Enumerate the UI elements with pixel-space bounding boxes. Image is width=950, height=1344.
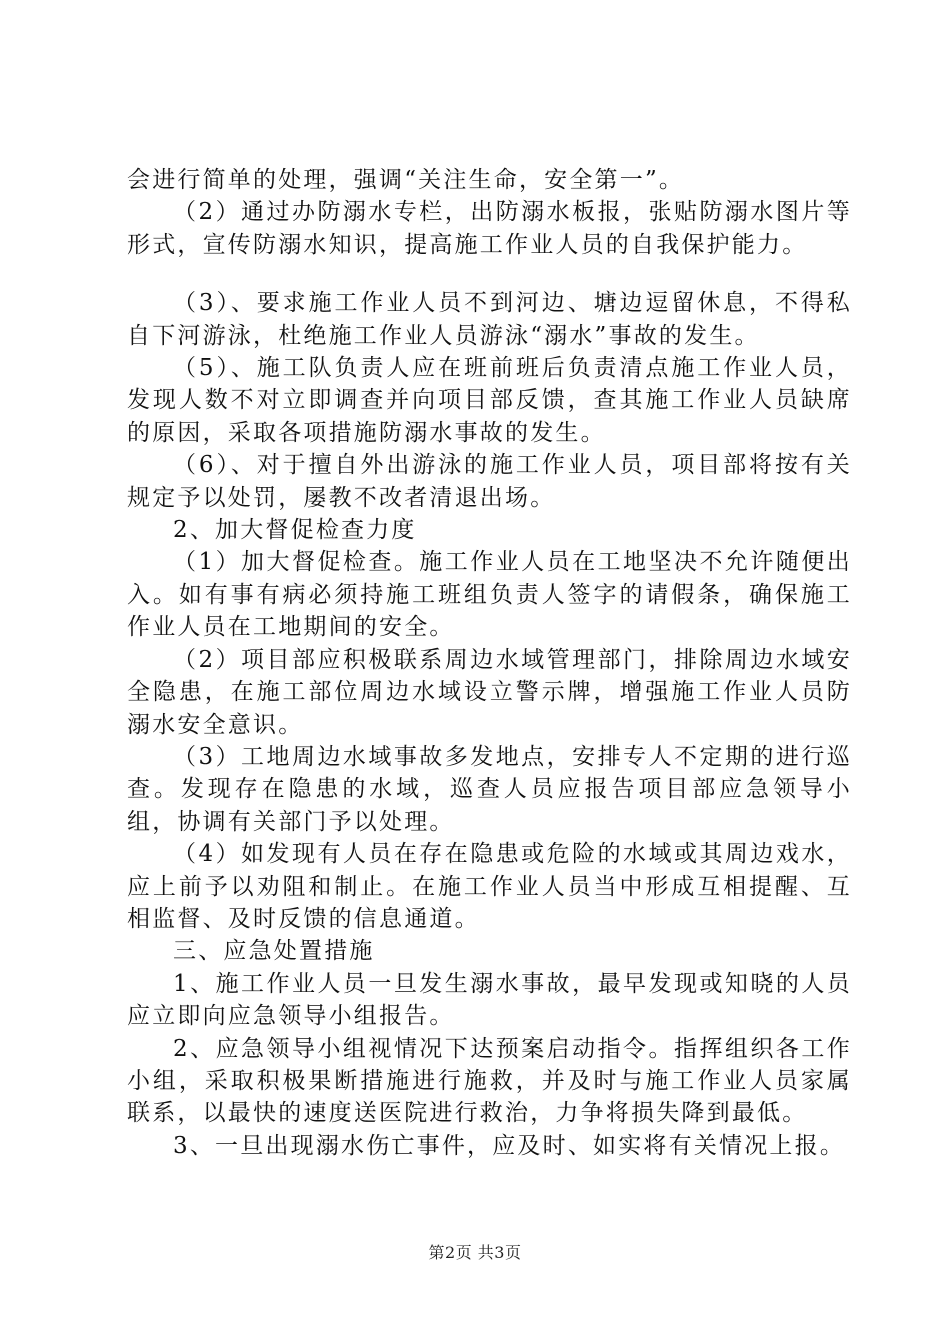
section-heading-2: 2、加大督促检查力度 [173, 517, 417, 544]
paragraph-12: 1、施工作业人员一旦发生溺水事故，最早发现或知晓的人员应立即向应急领导小组报告。 [127, 970, 852, 1030]
paragraph-4: （5）、施工队负责人应在班前班后负责清点施工作业人员，发现人数不对立即调查并向项目部反馈，查其施工作业人员缺席的原因，采取各项措施防溺水事故的发生。 [127, 355, 852, 446]
paragraph-5: （6）、对于擅自外出游泳的施工作业人员，项目部将按有关规定予以处罚，屡教不改者清退出场。 [127, 452, 852, 511]
paragraph-8: （2）项目部应积极联系周边水域管理部门，排除周边水域安全隐患，在施工部位周边水域设立警示牌，增强施工作业人员防溺水安全意识。 [127, 646, 852, 738]
paragraph-3: （3）、要求施工作业人员不到河边、塘边逗留休息，不得私自下河游泳，杜绝施工作业人员游泳“溺水”事故的发生。 [127, 290, 852, 349]
paragraph-14: 3、一旦出现溺水伤亡事件，应及时、如实将有关情况上报。 [173, 1132, 846, 1159]
paragraph-1: 会进行简单的处理，强调“关注生命，安全第一”。 [127, 167, 685, 193]
section-heading-3: 三、应急处置措施 [173, 938, 375, 965]
paragraph-10: （4）如发现有人员在存在隐患或危险的水域或其周边戏水，应上前予以劝阻和制止。在施工作业人员当中形成互相提醒、互相监督、及时反馈的信息通道。 [127, 841, 852, 932]
paragraph-9: （3）工地周边水域事故多发地点，安排专人不定期的进行巡查。发现存在隐患的水域，巡查人员应报告项目部应急领导小组，协调有关部门予以处理。 [127, 743, 852, 835]
document-body [127, 164, 852, 1162]
page-number-footer: 第2页 共3页 [428, 1243, 522, 1262]
paragraph-7: （1）加大督促检查。施工作业人员在工地坚决不允许随便出入。如有事有病必须持施工班组负责人签字的请假条，确保施工作业人员在工地期间的安全。 [127, 549, 852, 641]
paragraph-13: 2、应急领导小组视情况下达预案启动指令。指挥组织各工作小组，采取积极果断措施进行施救，并及时与施工作业人员家属联系，以最快的速度送医院进行救治，力争将损失降到最低。 [127, 1035, 852, 1127]
paragraph-2: （2）通过办防溺水专栏，出防溺水板报，张贴防溺水图片等形式，宣传防溺水知识，提高施工作业人员的自我保护能力。 [127, 199, 852, 258]
